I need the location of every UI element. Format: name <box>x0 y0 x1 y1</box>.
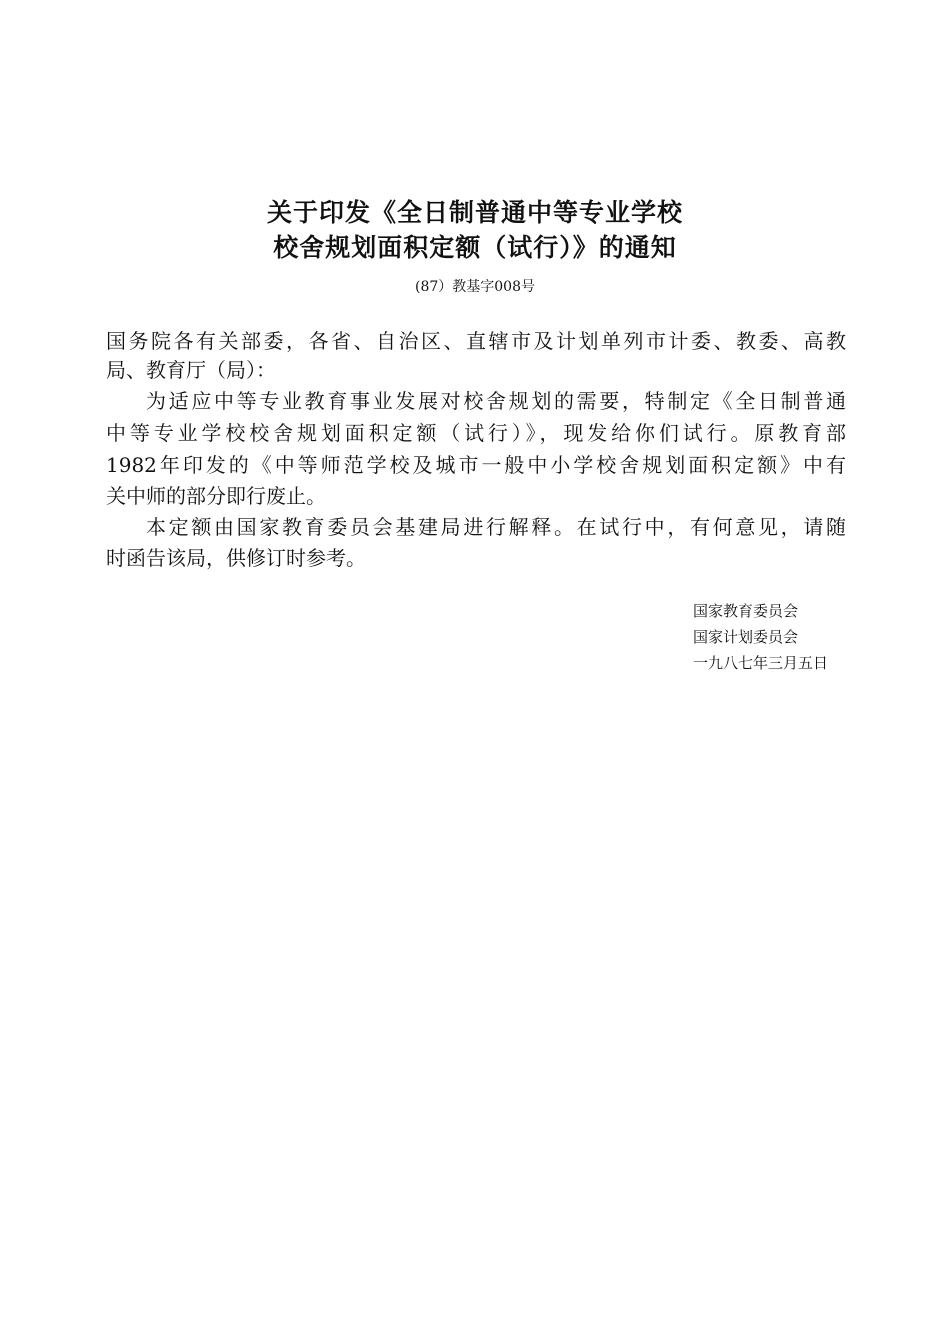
body-line-addressee-2: 局、教育厅（局）： <box>106 358 276 382</box>
body-line-paragraph-1-1: 为适应中等专业教育事业发展对校舍规划的需要，特制定《全日制普通 <box>146 389 846 413</box>
body-line-paragraph-1-3: 1982年印发的《中等师范学校及城市一般中小学校舍规划面积定额》中有 <box>106 453 846 477</box>
document-title-line-2: 校舍规划面积定额（试行）》的通知 <box>273 233 677 262</box>
document-title-line-1: 关于印发《全日制普通中等专业学校 <box>266 198 683 227</box>
body-line-paragraph-1-4: 关中师的部分即行废止。 <box>106 484 326 508</box>
signature-issuer-2: 国家计划委员会 <box>693 628 799 646</box>
body-line-paragraph-1-2: 中等专业学校校舍规划面积定额（试行）》，现发给你们试行。原教育部 <box>106 421 846 445</box>
signature-date: 一九八七年三月五日 <box>693 654 829 672</box>
signature-issuer-1: 国家教育委员会 <box>693 602 799 620</box>
body-line-paragraph-2-2: 时函告该局，供修订时参考。 <box>106 546 366 570</box>
body-line-addressee-1: 国务院各有关部委，各省、自治区、直辖市及计划单列市计委、教委、高教 <box>106 329 846 353</box>
document-number: (87）教基字008号 <box>415 279 535 295</box>
body-line-paragraph-2-1: 本定额由国家教育委员会基建局进行解释。在试行中，有何意见，请随 <box>146 515 846 539</box>
